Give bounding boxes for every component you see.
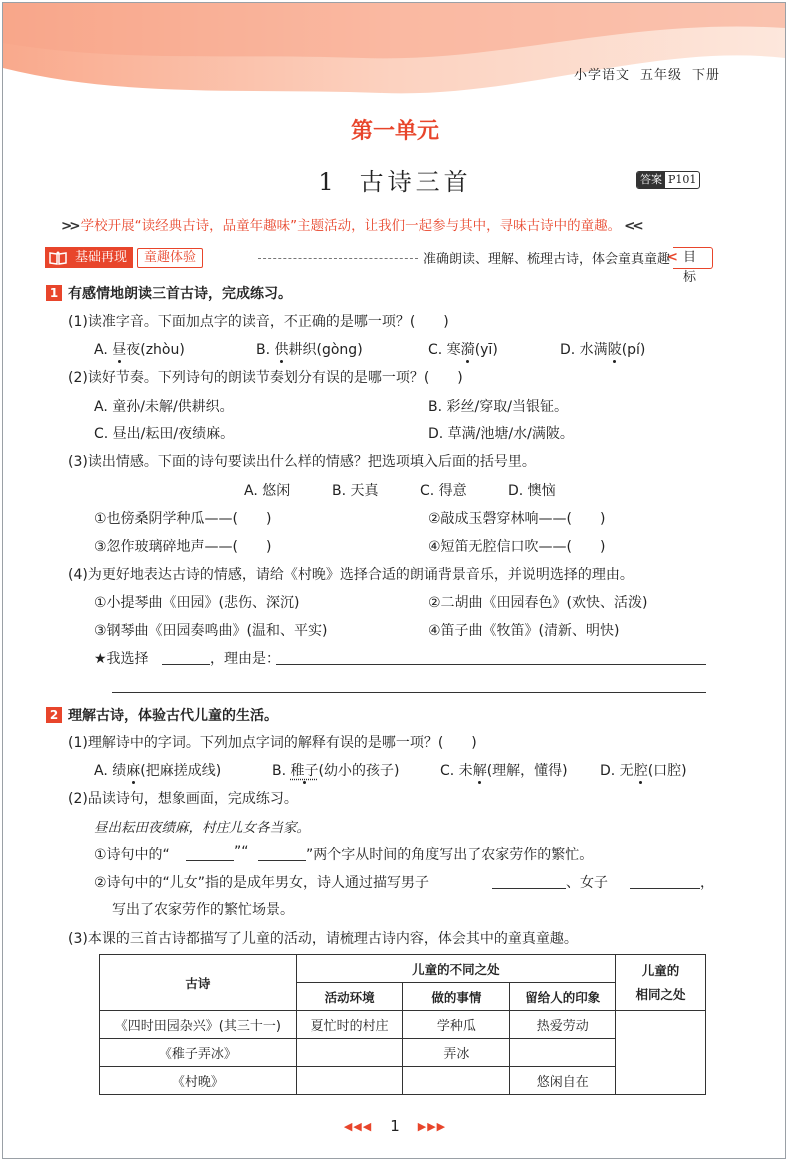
answer-page: P101 <box>668 173 697 186</box>
opt-text: (把麻搓成线) <box>140 763 222 779</box>
q2-part2-prompt: (2)品读诗句，想象画面，完成练习。 <box>68 791 298 807</box>
goal-text: 准确朗读、理解、梳理古诗，体会童真童趣 <box>423 252 671 267</box>
blank-woman[interactable] <box>630 888 700 889</box>
cell-poem: 《四时田园杂兴》(其三十一) <box>100 1011 297 1039</box>
chevron-right-icon: >> <box>61 218 78 234</box>
q1-heading <box>46 283 292 303</box>
q1-part4-prompt: (4)为更好地表达古诗的情感，请给《村晚》选择合适的朗诵背景音乐，并说明选择的理由。 <box>68 567 634 583</box>
q2-p1-option-d[interactable] <box>600 760 687 780</box>
th-poem: 古诗 <box>100 955 297 1011</box>
q1-p1-option-c[interactable] <box>428 339 498 359</box>
q1-p1-option-b[interactable] <box>256 339 363 359</box>
q1-p2-option-b[interactable]: B. 彩丝/穿取/当银钲。 <box>428 399 568 415</box>
section-badge <box>45 247 255 268</box>
q1-p3-choice-c: C. 得意 <box>420 483 467 499</box>
arrow-left-icon: < <box>667 250 678 265</box>
section-bar <box>45 246 713 285</box>
q1-p2-option-d[interactable]: D. 草满/池塘/水/满陂。 <box>428 426 574 442</box>
dashed-divider <box>258 258 418 259</box>
page-footer <box>0 1117 790 1135</box>
q2-blank2-end: ， <box>700 875 714 891</box>
cell-imp[interactable] <box>510 1039 616 1067</box>
th-same-line2: 相同之处 <box>635 986 686 1002</box>
lesson-name: 古诗三首 <box>359 168 472 196</box>
q1-p4-item-3: ③钢琴曲《田园奏鸣曲》(温和、平实) <box>94 623 328 639</box>
q2-blank2-pre: ②诗句中的“儿女”指的是成年男女，诗人通过描写男子 <box>94 875 430 891</box>
q1-p3-choice-b: B. 天真 <box>332 483 379 499</box>
q2-part3-prompt: (3)本课的三首古诗都描写了儿童的活动，请梳理古诗内容，体会其中的童真童趣。 <box>68 931 578 947</box>
dotted-char: 漪 <box>461 339 475 359</box>
blank-man[interactable] <box>492 888 566 889</box>
dotted-char: 昼 <box>112 339 126 359</box>
th-same <box>616 955 706 1011</box>
cell-imp[interactable]: 悠闲自在 <box>510 1067 616 1095</box>
q1-number-badge: 1 <box>46 285 62 301</box>
q2-part1-prompt: (1)理解诗中的字词。下列加点字词的解释有误的是哪一项？( ) <box>68 735 477 751</box>
q2-blank1-pre: ①诗句中的“ <box>94 847 170 863</box>
opt-text: D. 水满 <box>560 342 608 358</box>
q1-p3-choice-d: D. 懊恼 <box>508 483 556 499</box>
poem-summary-table <box>99 954 706 1095</box>
opt-text: C. 未 <box>440 763 473 779</box>
q2-p1-option-b[interactable] <box>272 760 399 780</box>
goal-label: 目标 <box>683 250 697 285</box>
cell-act[interactable] <box>403 1067 510 1095</box>
cell-poem: 《稚子弄冰》 <box>100 1039 297 1067</box>
poem-line: 昼出耘田夜绩麻，村庄儿女各当家。 <box>94 820 310 836</box>
book-icon <box>45 247 71 268</box>
q1-p1-option-a[interactable] <box>94 339 185 359</box>
answer-reference[interactable] <box>636 171 700 189</box>
opt-text: C. 寒 <box>428 342 461 358</box>
cell-env[interactable]: 夏忙时的村庄 <box>296 1011 403 1039</box>
opt-text: (理解，懂得) <box>486 763 568 779</box>
chevron-left-icon: << <box>624 218 641 234</box>
header-grade: 五年级 <box>639 68 682 83</box>
page-number: 1 <box>390 1117 400 1135</box>
q2-p1-option-c[interactable] <box>440 760 568 780</box>
q1-p3-item-1[interactable]: ①也傍桑阴学种瓜——( ) <box>94 511 272 527</box>
q2-blank2-line2: 写出了农家劳作的繁忙场景。 <box>112 902 294 918</box>
dotted-char: 供 <box>275 339 289 359</box>
dotted-char: 腔 <box>634 760 648 780</box>
intro-banner <box>58 214 644 234</box>
blank-char-1[interactable] <box>186 860 234 861</box>
q2-heading <box>46 705 278 725</box>
header-subject: 小学语文 <box>573 68 630 83</box>
table-row <box>100 1011 706 1039</box>
th-activity: 做的事情 <box>403 983 510 1011</box>
opt-text: B. <box>256 342 275 358</box>
opt-text: 耕织(gòng) <box>288 342 363 358</box>
cell-env[interactable] <box>296 1039 403 1067</box>
q1-p3-item-3[interactable]: ③忽作玻璃碎地声——( ) <box>94 539 272 555</box>
section-main-label: 基础再现 <box>71 247 133 268</box>
header-band <box>3 3 785 103</box>
q1-p4-item-1: ①小提琴曲《田园》(悲伤、深沉) <box>94 595 300 611</box>
intro-text: 学校开展“读经典古诗，品童年趣味”主题活动，让我们一起参与其中，寻味古诗中的童趣。 <box>80 218 622 234</box>
th-environment: 活动环境 <box>296 983 403 1011</box>
q1-p4-item-2: ②二胡曲《田园春色》(欢快、活泼) <box>428 595 648 611</box>
opt-text: (yī) <box>474 342 498 358</box>
lesson-number: 1 <box>318 168 338 196</box>
opt-text: (幼小的孩子) <box>318 763 400 779</box>
q2-p1-option-a[interactable] <box>94 760 221 780</box>
th-diff: 儿童的不同之处 <box>296 955 615 983</box>
reason-blank-1[interactable] <box>276 664 706 665</box>
cell-act[interactable]: 学种瓜 <box>403 1011 510 1039</box>
q1-part2-prompt: (2)读好节奏。下列诗句的朗读节奏划分有误的是哪一项？( ) <box>68 370 463 386</box>
table-row <box>100 1039 706 1067</box>
q1-p2-option-a[interactable]: A. 童孙/未解/供耕织。 <box>94 399 234 415</box>
q1-p3-item-4[interactable]: ④短笛无腔信口吹——( ) <box>428 539 606 555</box>
q1-part1-prompt: (1)读准字音。下面加点字的读音，不正确的是哪一项？( ) <box>68 314 449 330</box>
opt-text: B. <box>272 763 291 779</box>
q1-p3-item-2[interactable]: ②敲成玉磬穿林响——( ) <box>428 511 606 527</box>
q1-p2-option-c[interactable]: C. 昼出/耘田/夜绩麻。 <box>94 426 235 442</box>
opt-text: 夜(zhòu) <box>126 342 185 358</box>
cell-same-answer[interactable] <box>616 1011 706 1095</box>
th-impression: 留给人的印象 <box>510 983 616 1011</box>
dotted-char: 陂 <box>608 339 622 359</box>
unit-title: 第一单元 <box>350 119 439 144</box>
q2-blank1-mid: ”“ <box>234 844 249 860</box>
cell-imp[interactable]: 热爱劳动 <box>510 1011 616 1039</box>
dotted-char: 稚子 <box>291 760 319 780</box>
blank-char-2[interactable] <box>258 860 306 861</box>
reason-blank-2[interactable] <box>112 692 706 693</box>
dotted-char: 解 <box>473 760 487 780</box>
triangle-left-icon: ◀◀◀ <box>343 1120 373 1133</box>
q1-p3-choice-a: A. 悠闲 <box>244 483 291 499</box>
triangle-right-icon: ▶▶▶ <box>417 1120 447 1133</box>
q1-p1-option-d[interactable] <box>560 339 645 359</box>
q2-blank1-post: ”两个字从时间的角度写出了农家劳作的繁忙。 <box>306 847 594 863</box>
cell-env[interactable] <box>296 1067 403 1095</box>
cell-poem: 《村晚》 <box>100 1067 297 1095</box>
q1-part3-prompt: (3)读出情感。下面的诗句要读出什么样的情感？把选项填入后面的括号里。 <box>68 454 536 470</box>
table-row <box>100 1067 706 1095</box>
header-meta <box>564 64 720 83</box>
opt-text: (口腔) <box>647 763 687 779</box>
q2-title: 理解古诗，体验古代儿童的生活。 <box>68 708 278 724</box>
q1-p4-choose-label: ★我选择 <box>94 651 149 667</box>
opt-text: (pí) <box>621 342 646 358</box>
opt-text: A. <box>94 342 113 358</box>
opt-text: D. 无 <box>600 763 634 779</box>
q2-blank2-mid: 、女子 <box>566 875 608 891</box>
th-same-line1: 儿童的 <box>641 962 680 978</box>
header-volume: 下册 <box>691 68 720 83</box>
opt-text: A. 绩 <box>94 763 127 779</box>
goal-badge <box>667 247 713 285</box>
answer-label: 答案 <box>637 172 665 188</box>
q1-title: 有感情地朗读三首古诗，完成练习。 <box>68 286 292 302</box>
dotted-char: 麻 <box>126 760 140 780</box>
q1-p4-reason-label: ，理由是： <box>210 651 280 667</box>
q1-p4-item-4: ④笛子曲《牧笛》(清新、明快) <box>428 623 620 639</box>
choice-blank[interactable] <box>162 664 210 665</box>
cell-act[interactable]: 弄冰 <box>403 1039 510 1067</box>
q2-number-badge: 2 <box>46 707 62 723</box>
section-sub-label: 童趣体验 <box>137 248 203 268</box>
